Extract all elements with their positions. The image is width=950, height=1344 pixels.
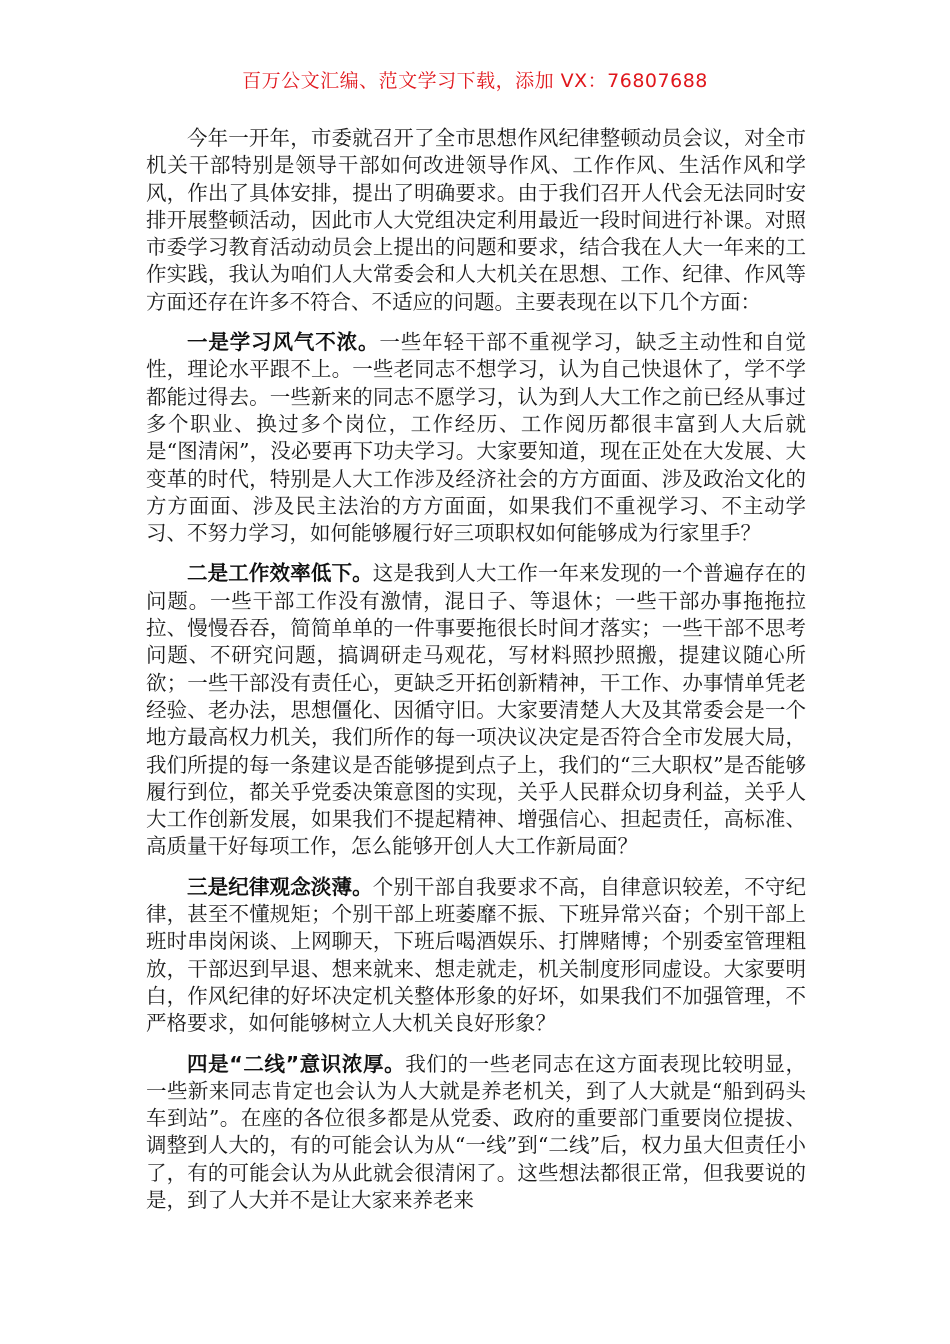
header-watermark-text: 百万公文汇编、范文学习下载，添加 VX：76807688 <box>242 70 708 92</box>
document-body <box>146 125 806 1227</box>
paragraph-second-line-lead: 四是“二线”意识浓厚。 <box>187 1051 406 1076</box>
paragraph-discipline-lead: 三是纪律观念淡薄。 <box>187 874 373 899</box>
paragraph-efficiency-lead: 二是工作效率低下。 <box>187 561 373 586</box>
paragraph-study-lead: 一是学习风气不浓。 <box>187 330 380 355</box>
paragraph-second-line <box>146 1051 806 1215</box>
paragraph-intro <box>146 125 806 316</box>
paragraph-discipline-text: 个别干部自我要求不高，自律意识较差，不守纪律，甚至不懂规矩；个别干部上班萎靡不振、下班异常兴奋；个别干部上班时串岗闲谈、上网聊天，下班后喝酒娱乐、打牌赌博；个别委室管理粗放，干部迟到早退、想来就来、想走就走，机关制度形同虚设。大家要明白，作风纪律的好坏决定机关整体形象的好坏，如果我们不加强管理，不严格要求，如何能够树立人大机关良好形象？ <box>146 874 807 1036</box>
paragraph-efficiency-text: 这是我到人大工作一年来发现的一个普遍存在的问题。一些干部工作没有激情，混日子、等退休；一些干部办事拖拖拉拉、慢慢吞吞，简简单单的一件事要拖很长时间才落实；一些干部不思考问题、不研究问题，搞调研走马观花，写材料照抄照搬，提建议随心所欲；一些干部没有责任心，更缺乏开拓创新精神，干工作、办事情单凭老经验、老办法，思想僵化、因循守旧。大家要清楚人大及其常委会是一个地方最高权力机关，我们所作的每一项决议决定是否符合全市发展大局，我们所提的每一条建议是否能够提到点子上，我们的“三大职权”是否能够履行到位，都关乎党委决策意图的实现，关乎人民群众切身利益，关乎人大工作创新发展，如果我们不提起精神、增强信心、担起责任，高标准、高质量干好每项工作，怎么能够开创人大工作新局面？ <box>146 561 807 859</box>
paragraph-study-text: 一些年轻干部不重视学习，缺乏主动性和自觉性，理论水平跟不上。一些老同志不想学习，认为自己快退休了，学不学都能过得去。一些新来的同志不愿学习，认为到人大工作之前已经从事过多个职业、换过多个岗位，工作经历、工作阅历都很丰富到人大后就是“图清闲”，没必要再下功夫学习。大家要知道，现在正处在大发展、大变革的时代，特别是人大工作涉及经济社会的方方面面、涉及政治文化的方方面面、涉及民主法治的方方面面，如果我们不重视学习、不主动学习、不努力学习，如何能够履行好三项职权如何能够成为行家里手？ <box>146 330 806 546</box>
paragraph-efficiency <box>146 560 806 860</box>
paragraph-second-line-text: 我们的一些老同志在这方面表现比较明显，一些新来同志肯定也会认为人大就是养老机关，到了人大就是“船到码头车到站”。在座的各位很多都是从党委、政府的重要部门重要岗位提拔、调整到人大的，有的可能会认为从“一线”到“二线”后，权力虽大但责任小了，有的可能会认为从此就会很清闲了。这些想法都很正常，但我要说的是，到了人大并不是让大家来养老来 <box>146 1051 806 1212</box>
paragraph-discipline <box>146 874 806 1038</box>
paragraph-study <box>146 329 806 547</box>
paragraph-intro-text: 今年一开年，市委就召开了全市思想作风纪律整顿动员会议，对全市机关干部特别是领导干部如何改进领导作风、工作作风、生活作风和学风，作出了具体安排，提出了明确要求。由于我们召开人代会无法同时安排开展整顿活动，因此市人大党组决定利用最近一段时间进行补课。对照市委学习教育活动动员会上提出的问题和要求，结合我在人大一年来的工作实践，我认为咱们人大常委会和人大机关在思想、工作、纪律、作风等方面还存在许多不符合、不适应的问题。主要表现在以下几个方面： <box>146 126 806 314</box>
